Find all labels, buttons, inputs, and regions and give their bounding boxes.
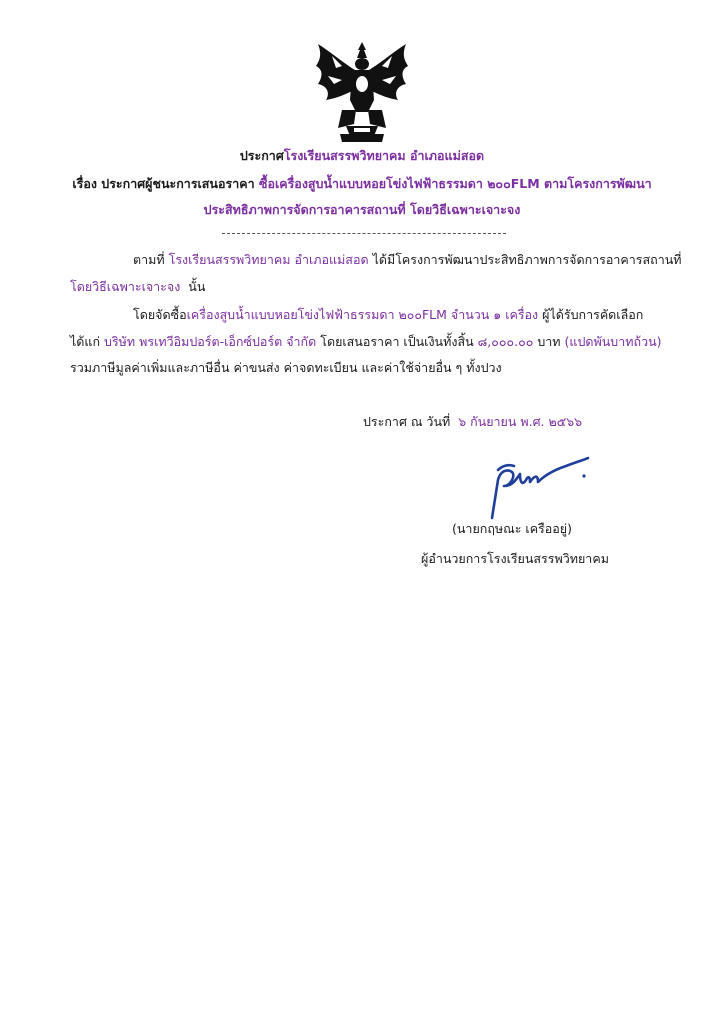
- p1-method: โดยวิธีเฉพาะเจาะจง: [70, 279, 181, 294]
- p2-rest: ผู้ได้รับการคัดเลือก: [542, 307, 644, 322]
- subject-text: ซื้อเครื่องสูบน้ำแบบหอยโข่งไฟฟ้าธรรมดา ๒๐๐FLM ตามโครงการพัฒนา: [258, 176, 652, 191]
- p1-organization: โรงเรียนสรรพวิทยาคม อำเภอแม่สอด: [168, 252, 369, 267]
- p1-prefix: ตามที่: [133, 252, 165, 267]
- p2-price-label: โดยเสนอราคา เป็นเงินทั้งสิ้น: [320, 334, 474, 349]
- signatory-name: (นายกฤษณะ เครืออยู่): [452, 521, 572, 536]
- paragraph-1-line-1: [133, 250, 682, 270]
- subject-text-continued: ประสิทธิภาพการจัดการอาคารสถานที่ โดยวิธีเฉพาะเจาะจง: [203, 202, 521, 217]
- paragraph-2-line-1: [133, 305, 643, 325]
- garuda-emblem-icon: [312, 40, 412, 144]
- signatory-title: ผู้อำนวยการโรงเรียนสรรพวิทยาคม: [421, 551, 609, 566]
- p2-amount-words: (แปดพันบาทถ้วน): [564, 334, 662, 349]
- heading-prefix: ประกาศ: [239, 148, 284, 163]
- paragraph-2-line-2: [70, 332, 662, 352]
- announcement-date-line: [363, 412, 582, 432]
- p1-rest: ได้มีโครงการพัฒนาประสิทธิภาพการจัดการอาคารสถานที่: [372, 252, 682, 267]
- heading-organization: โรงเรียนสรรพวิทยาคม อำเภอแม่สอด: [283, 148, 485, 163]
- announcement-heading: [0, 146, 724, 166]
- p2-amount: ๘,๐๐๐.๐๐: [477, 334, 534, 349]
- p2-inclusions: รวมภาษีมูลค่าเพิ่มและภาษีอื่น ค่าขนส่ง ค่าจดทะเบียน และค่าใช้จ่ายอื่น ๆ ทั้งปวง: [70, 360, 502, 375]
- announcement-date: ๖ กันยายน พ.ศ. ๒๕๖๖: [458, 414, 583, 429]
- paragraph-1-line-2: [70, 277, 205, 297]
- p2-prefix: โดยจัดซื้อ: [133, 307, 187, 322]
- p2-winner-prefix: ได้แก่: [70, 334, 101, 349]
- p2-company: บริษัท พรเทวีอิมปอร์ต-เอ็กซ์ปอร์ต จำกัด: [104, 334, 317, 349]
- divider-line: [222, 233, 506, 234]
- subject-prefix: เรื่อง ประกาศผู้ชนะการเสนอราคา: [72, 176, 255, 191]
- p2-unit: บาท: [537, 334, 561, 349]
- date-prefix: ประกาศ ณ วันที่: [363, 414, 451, 429]
- announcement-subject-line-1: [0, 174, 724, 194]
- p2-item: เครื่องสูบน้ำแบบหอยโข่งไฟฟ้าธรรมดา ๒๐๐FLM จำนวน ๑ เครื่อง: [186, 307, 539, 322]
- paragraph-2-line-3: [70, 358, 502, 378]
- handwritten-signature-icon: [476, 456, 594, 520]
- p1-end: นั้น: [188, 279, 206, 294]
- announcement-subject-line-2: [0, 200, 724, 220]
